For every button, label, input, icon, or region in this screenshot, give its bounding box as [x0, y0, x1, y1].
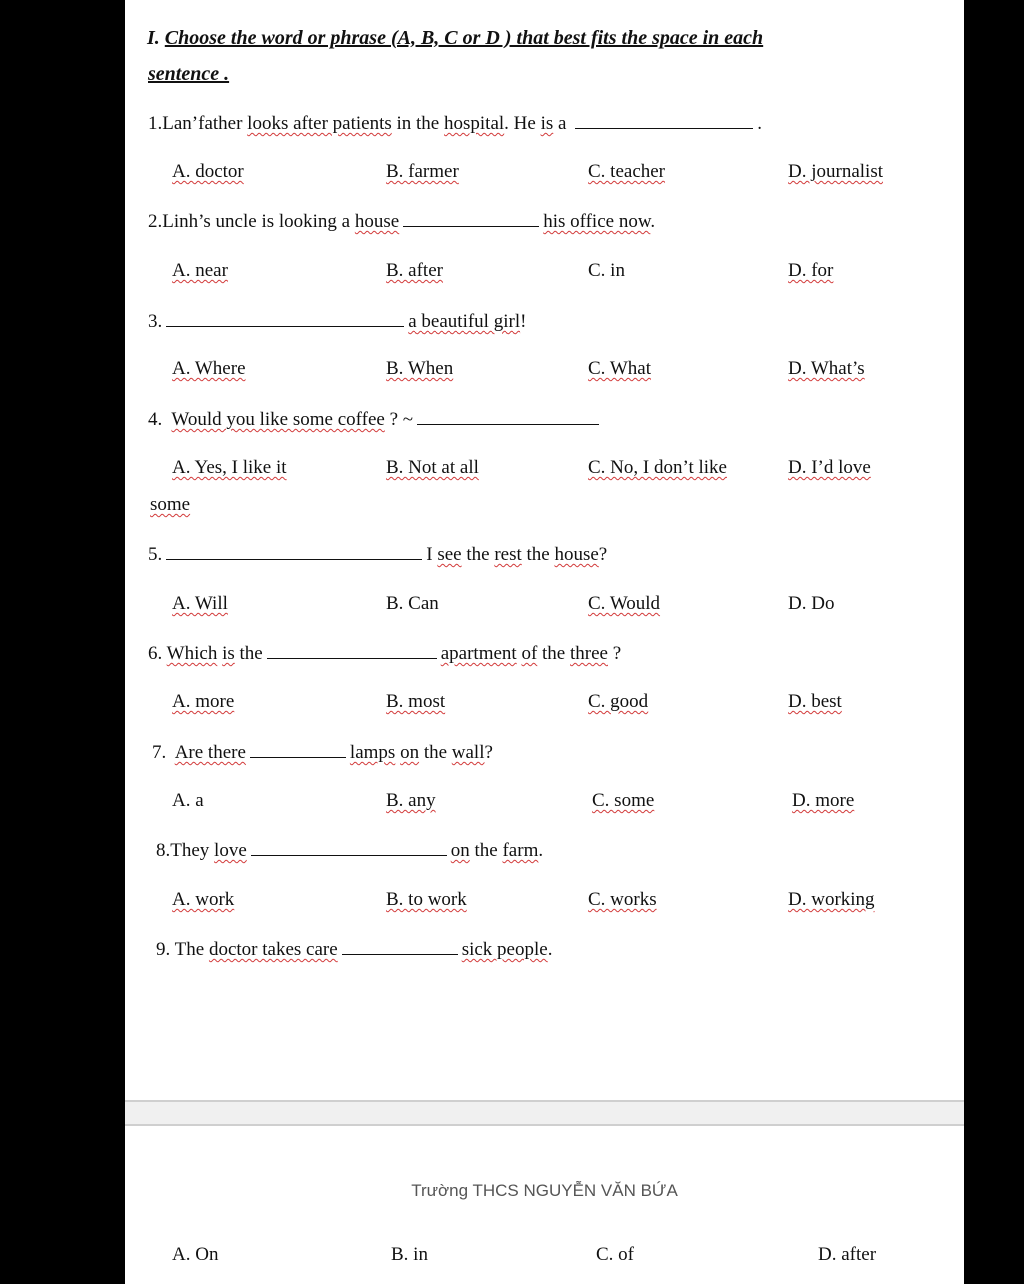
text-fragment: B. any [386, 790, 436, 811]
text-fragment: the [419, 742, 452, 763]
text-fragment: Linh’s uncle is looking a [162, 211, 355, 232]
text-fragment: C. works [588, 889, 657, 910]
text-fragment: on [450, 840, 470, 861]
text-fragment: D. What’s [788, 358, 865, 379]
option[interactable] [172, 593, 228, 615]
option[interactable] [386, 260, 443, 282]
option[interactable] [788, 161, 883, 183]
option[interactable] [386, 457, 479, 479]
text-fragment: 7. [152, 742, 167, 763]
option[interactable] [788, 593, 834, 615]
text-fragment: A. more [172, 691, 235, 712]
option[interactable] [172, 161, 244, 183]
option[interactable] [588, 691, 648, 713]
text-fragment: see [437, 544, 462, 565]
text-fragment: rest [494, 544, 522, 565]
text-fragment: is [222, 643, 235, 664]
question-4 [148, 408, 603, 431]
text-fragment: farm [502, 840, 539, 861]
cut-off-next-line [149, 1276, 349, 1284]
text-fragment: looks after patients [247, 113, 392, 134]
text-fragment: D. best [788, 691, 842, 712]
answer-blank[interactable] [342, 938, 458, 955]
text-fragment: lamps [349, 742, 396, 763]
option[interactable] [588, 889, 657, 911]
worksheet-page [125, 0, 964, 1284]
option[interactable] [588, 457, 727, 479]
text-fragment: B. in [391, 1244, 428, 1265]
text-fragment: D. journalist [788, 161, 883, 182]
text-fragment: ? [484, 742, 493, 763]
section-heading-cont [148, 63, 229, 85]
option[interactable] [391, 1244, 428, 1266]
option[interactable] [172, 889, 234, 911]
option[interactable] [172, 457, 287, 479]
text-fragment: D. Do [788, 593, 835, 614]
option[interactable] [588, 260, 625, 282]
question-5 [148, 543, 607, 566]
text-fragment: the [521, 544, 555, 565]
text-fragment: C. good [588, 691, 649, 712]
text-fragment: C. Would [588, 593, 661, 614]
text-fragment: the [461, 544, 495, 565]
text-fragment: D. more [792, 790, 855, 811]
heading-line-2: sentence . [148, 63, 230, 85]
text-fragment: some [150, 494, 191, 515]
question-2 [148, 210, 655, 233]
text-fragment: 2. [148, 211, 163, 232]
page-break [125, 1100, 964, 1126]
text-fragment: . [538, 840, 544, 861]
text-fragment: D. I’d love [788, 457, 871, 478]
text-fragment: three [570, 643, 608, 664]
text-fragment: B. to work [386, 889, 467, 910]
text-fragment: the [537, 643, 570, 664]
answer-blank[interactable] [267, 642, 437, 659]
text-fragment: in the [391, 113, 444, 134]
question-7 [152, 741, 493, 764]
text-fragment: D. working [788, 889, 875, 910]
text-fragment: Are there [174, 742, 246, 763]
answer-blank[interactable] [250, 741, 346, 758]
question-8 [156, 839, 543, 862]
text-fragment: C. No, I don’t like [588, 457, 727, 478]
text-fragment: A. a [172, 790, 204, 811]
option[interactable] [818, 1244, 876, 1266]
text-fragment: apartment [440, 643, 517, 664]
text-fragment: . [650, 211, 656, 232]
text-fragment: I [426, 544, 438, 565]
option[interactable] [172, 358, 246, 380]
text-fragment: 6. [148, 643, 163, 664]
text-fragment: They [170, 840, 215, 861]
text-fragment: 9. [156, 939, 171, 960]
answer-blank[interactable] [166, 543, 422, 560]
text-fragment: B. farmer [386, 161, 459, 182]
text-fragment: hospital [444, 113, 505, 134]
question-6 [148, 642, 621, 665]
option[interactable] [588, 161, 665, 183]
text-fragment: C. in [588, 260, 625, 281]
option[interactable] [172, 790, 204, 812]
text-fragment: love [214, 840, 247, 861]
option[interactable] [788, 260, 833, 282]
option[interactable] [172, 691, 234, 713]
option[interactable] [386, 358, 453, 380]
text-fragment: . He [504, 113, 541, 134]
text-fragment: C. What [588, 358, 651, 379]
question-1 [148, 112, 762, 135]
option[interactable] [386, 593, 439, 615]
text-fragment: 8. [156, 840, 171, 861]
option-wrap [150, 494, 190, 516]
text-fragment: A. work [172, 889, 235, 910]
text-fragment: B. most [386, 691, 446, 712]
heading-line-1: Choose the word or phrase (A, B, C or D ) that best fits the space in each [164, 27, 764, 49]
option[interactable] [792, 790, 854, 812]
text-fragment: ? [598, 544, 608, 565]
answer-blank[interactable] [403, 210, 539, 227]
text-fragment: B. Can [386, 593, 439, 614]
answer-blank[interactable] [575, 112, 753, 129]
text-fragment: C. of [596, 1244, 634, 1265]
question-3 [148, 310, 526, 333]
text-fragment: of [521, 643, 538, 664]
answer-blank[interactable] [417, 408, 599, 425]
answer-blank[interactable] [166, 310, 404, 327]
option[interactable] [386, 161, 459, 183]
option[interactable] [386, 691, 445, 713]
text-fragment: 5. [148, 544, 163, 565]
text-fragment: 4. [148, 409, 163, 430]
text-fragment: 1. [148, 113, 163, 134]
text-fragment: A. Where [172, 358, 246, 379]
text-fragment: his office now [543, 211, 651, 232]
text-fragment: on [400, 742, 420, 763]
text-fragment: B. When [386, 358, 454, 379]
option[interactable] [788, 358, 865, 380]
text-fragment: the [234, 643, 263, 664]
option[interactable] [788, 889, 875, 911]
page-footer: Trường THCS NGUYỄN VĂN BỨA [411, 1181, 678, 1200]
option[interactable] [588, 358, 651, 380]
text-fragment: ? ~ [384, 409, 414, 430]
option[interactable] [172, 260, 228, 282]
text-fragment: sick people [461, 939, 548, 960]
text-fragment: C. teacher [588, 161, 666, 182]
text-fragment: C. some [592, 790, 655, 811]
text-fragment: doctor takes care [208, 939, 338, 960]
text-fragment: 3. [148, 311, 163, 332]
option[interactable] [588, 593, 660, 615]
text-fragment: A. doctor [172, 161, 244, 182]
section-number: I. [147, 27, 160, 49]
option[interactable] [592, 790, 654, 812]
question-9 [156, 938, 552, 961]
text-fragment: is [540, 113, 554, 134]
text-fragment: B. after [386, 260, 443, 281]
section-heading [147, 27, 763, 49]
text-fragment: a [553, 113, 567, 134]
text-fragment: house [354, 211, 400, 232]
text-fragment: D. for [788, 260, 834, 281]
option[interactable] [386, 790, 436, 812]
text-fragment: D. after [818, 1244, 877, 1265]
text-fragment: ? [607, 643, 622, 664]
answer-blank[interactable] [251, 839, 447, 856]
text-fragment: Would you like some coffee [171, 409, 385, 430]
text-fragment: B. Not at all [386, 457, 479, 478]
option[interactable] [386, 889, 467, 911]
text-fragment: Lan’father [162, 113, 248, 134]
text-fragment: house [554, 544, 599, 565]
text-fragment: . [757, 113, 762, 134]
text-fragment: A. Will [172, 593, 228, 614]
option[interactable] [596, 1244, 634, 1266]
option[interactable] [788, 691, 842, 713]
text-fragment: A. near [172, 260, 228, 281]
text-fragment: A. Yes, I like it [172, 457, 287, 478]
option[interactable] [172, 1244, 218, 1266]
text-fragment: Which [166, 643, 218, 664]
text-fragment: a beautiful girl [408, 311, 521, 332]
text-fragment: the [469, 840, 503, 861]
option[interactable] [788, 457, 871, 479]
text-fragment: The [174, 939, 209, 960]
text-fragment: . [547, 939, 553, 960]
text-fragment: ! [520, 311, 527, 332]
text-fragment: A. On [172, 1244, 219, 1265]
text-fragment: wall [451, 742, 485, 763]
